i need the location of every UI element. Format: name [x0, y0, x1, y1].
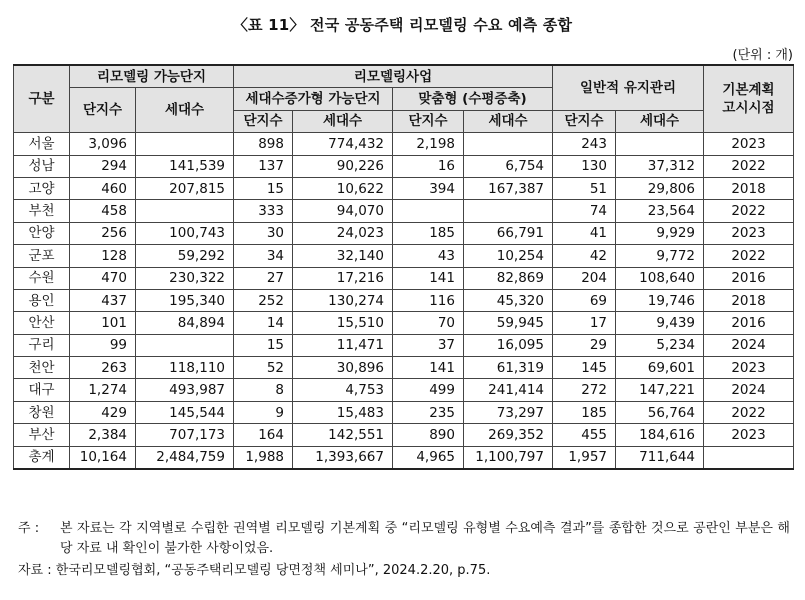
value-cell: 52 [234, 357, 293, 379]
header-possible-complexes: 리모델링 가능단지 [70, 65, 234, 88]
value-cell: 19,746 [616, 289, 704, 311]
value-cell: 145 [553, 357, 616, 379]
header-household-increase-type: 세대수증가형 가능단지 [234, 88, 393, 110]
table-row [14, 312, 794, 334]
value-cell: 142,551 [293, 424, 393, 446]
value-cell: 15,510 [293, 312, 393, 334]
value-cell: 429 [70, 401, 136, 423]
value-cell: 1,988 [234, 446, 293, 469]
plan-year-cell: 2023 [704, 133, 794, 155]
header-general-complex-count: 단지수 [553, 110, 616, 132]
value-cell: 8 [234, 379, 293, 401]
value-cell: 17 [553, 312, 616, 334]
value-cell: 82,869 [464, 267, 553, 289]
value-cell: 61,319 [464, 357, 553, 379]
value-cell: 458 [70, 200, 136, 222]
plan-year-cell: 2022 [704, 245, 794, 267]
region-cell: 수원 [14, 267, 70, 289]
value-cell: 711,644 [616, 446, 704, 469]
value-cell: 455 [553, 424, 616, 446]
footnote-note [18, 519, 790, 559]
plan-year-cell: 2016 [704, 312, 794, 334]
value-cell: 4,753 [293, 379, 393, 401]
value-cell: 37 [393, 334, 464, 356]
value-cell: 30 [234, 222, 293, 244]
value-cell: 130,274 [293, 289, 393, 311]
value-cell: 34 [234, 245, 293, 267]
region-cell: 대구 [14, 379, 70, 401]
header-plan-year: 기본계획 고시시점 [704, 65, 794, 133]
value-cell: 23,564 [616, 200, 704, 222]
value-cell: 10,164 [70, 446, 136, 469]
plan-year-cell: 2023 [704, 222, 794, 244]
value-cell: 45,320 [464, 289, 553, 311]
value-cell [136, 133, 234, 155]
region-cell: 안양 [14, 222, 70, 244]
value-cell: 707,173 [136, 424, 234, 446]
value-cell: 56,764 [616, 401, 704, 423]
header-general-household-count: 세대수 [616, 110, 704, 132]
table-body [14, 133, 794, 469]
value-cell: 5,234 [616, 334, 704, 356]
value-cell: 493,987 [136, 379, 234, 401]
header-possible-complex-count: 단지수 [70, 88, 136, 133]
region-cell: 고양 [14, 177, 70, 199]
value-cell: 16 [393, 155, 464, 177]
value-cell: 141 [393, 267, 464, 289]
value-cell: 9,929 [616, 222, 704, 244]
value-cell: 141 [393, 357, 464, 379]
value-cell: 145,544 [136, 401, 234, 423]
value-cell: 137 [234, 155, 293, 177]
value-cell: 11,471 [293, 334, 393, 356]
value-cell [616, 133, 704, 155]
value-cell: 84,894 [136, 312, 234, 334]
value-cell: 69 [553, 289, 616, 311]
unit-label: (단위 : 개) [732, 48, 793, 63]
value-cell [136, 200, 234, 222]
value-cell: 3,096 [70, 133, 136, 155]
value-cell: 195,340 [136, 289, 234, 311]
value-cell: 10,254 [464, 245, 553, 267]
value-cell: 51 [553, 177, 616, 199]
value-cell: 128 [70, 245, 136, 267]
value-cell: 9,772 [616, 245, 704, 267]
value-cell: 43 [393, 245, 464, 267]
value-cell: 333 [234, 200, 293, 222]
value-cell: 74 [553, 200, 616, 222]
value-cell: 9,439 [616, 312, 704, 334]
value-cell: 252 [234, 289, 293, 311]
header-region: 구분 [14, 65, 70, 133]
value-cell: 1,274 [70, 379, 136, 401]
region-cell: 총계 [14, 446, 70, 469]
value-cell: 14 [234, 312, 293, 334]
plan-year-cell: 2022 [704, 155, 794, 177]
value-cell: 66,791 [464, 222, 553, 244]
footnotes [18, 519, 790, 581]
table-row [14, 177, 794, 199]
value-cell: 1,100,797 [464, 446, 553, 469]
value-cell: 59,945 [464, 312, 553, 334]
header-increase-complex-count: 단지수 [234, 110, 293, 132]
value-cell: 101 [70, 312, 136, 334]
plan-year-cell: 2022 [704, 401, 794, 423]
value-cell: 130 [553, 155, 616, 177]
plan-year-cell: 2024 [704, 379, 794, 401]
value-cell: 15,483 [293, 401, 393, 423]
value-cell: 108,640 [616, 267, 704, 289]
table-row [14, 222, 794, 244]
footnote-text: 본 자료는 각 지역별로 수립한 권역별 리모델링 기본계획 중 “리모델링 유형별 수요예측 결과”를 종합한 것으로 공란인 부분은 해당 자료 내 확인이 불가한 사항이었음. [60, 521, 790, 556]
value-cell: 116 [393, 289, 464, 311]
plan-year-cell [704, 446, 794, 469]
region-cell: 부천 [14, 200, 70, 222]
value-cell: 15 [234, 334, 293, 356]
table-row [14, 289, 794, 311]
table-row [14, 267, 794, 289]
value-cell: 70 [393, 312, 464, 334]
value-cell: 32,140 [293, 245, 393, 267]
value-cell: 69,601 [616, 357, 704, 379]
plan-year-cell: 2023 [704, 357, 794, 379]
table-row [14, 401, 794, 423]
value-cell: 6,754 [464, 155, 553, 177]
value-cell: 10,622 [293, 177, 393, 199]
value-cell: 2,384 [70, 424, 136, 446]
value-cell: 394 [393, 177, 464, 199]
value-cell: 898 [234, 133, 293, 155]
value-cell: 890 [393, 424, 464, 446]
value-cell: 269,352 [464, 424, 553, 446]
table-title: 〈표 11〉 전국 공동주택 리모델링 수요 예측 종합 [232, 16, 573, 34]
value-cell: 42 [553, 245, 616, 267]
value-cell: 99 [70, 334, 136, 356]
value-cell: 241,414 [464, 379, 553, 401]
value-cell [136, 334, 234, 356]
region-cell: 구리 [14, 334, 70, 356]
region-cell: 군포 [14, 245, 70, 267]
region-cell: 용인 [14, 289, 70, 311]
value-cell: 272 [553, 379, 616, 401]
value-cell: 90,226 [293, 155, 393, 177]
value-cell: 164 [234, 424, 293, 446]
table-row [14, 379, 794, 401]
value-cell: 41 [553, 222, 616, 244]
header-row-1 [14, 65, 794, 88]
value-cell: 16,095 [464, 334, 553, 356]
footnote-lead: 주 : [18, 521, 40, 536]
value-cell: 204 [553, 267, 616, 289]
value-cell: 185 [553, 401, 616, 423]
value-cell: 470 [70, 267, 136, 289]
value-cell: 30,896 [293, 357, 393, 379]
region-cell: 성남 [14, 155, 70, 177]
value-cell: 73,297 [464, 401, 553, 423]
value-cell: 27 [234, 267, 293, 289]
value-cell: 460 [70, 177, 136, 199]
value-cell: 9 [234, 401, 293, 423]
value-cell: 230,322 [136, 267, 234, 289]
value-cell: 1,393,667 [293, 446, 393, 469]
header-increase-household-count: 세대수 [293, 110, 393, 132]
value-cell: 2,484,759 [136, 446, 234, 469]
plan-year-cell: 2024 [704, 334, 794, 356]
region-cell: 안산 [14, 312, 70, 334]
plan-year-cell: 2022 [704, 200, 794, 222]
plan-year-cell: 2016 [704, 267, 794, 289]
plan-year-cell: 2018 [704, 177, 794, 199]
value-cell [464, 133, 553, 155]
demand-forecast-table [13, 64, 794, 470]
value-cell: 147,221 [616, 379, 704, 401]
table-row [14, 334, 794, 356]
value-cell: 774,432 [293, 133, 393, 155]
table-row [14, 133, 794, 155]
region-cell: 서울 [14, 133, 70, 155]
value-cell: 37,312 [616, 155, 704, 177]
footnote-source: 자료 : 한국리모델링협회, “공동주택리모델링 당면정책 세미나”, 2024.2.20, p.75. [18, 563, 491, 578]
value-cell: 141,539 [136, 155, 234, 177]
header-tailored-type: 맞춤형 (수평증축) [393, 88, 553, 110]
value-cell: 2,198 [393, 133, 464, 155]
value-cell [464, 200, 553, 222]
value-cell: 17,216 [293, 267, 393, 289]
plan-year-cell: 2018 [704, 289, 794, 311]
value-cell: 256 [70, 222, 136, 244]
value-cell [393, 200, 464, 222]
value-cell: 294 [70, 155, 136, 177]
value-cell: 59,292 [136, 245, 234, 267]
value-cell: 29 [553, 334, 616, 356]
header-general-maintenance: 일반적 유지관리 [553, 65, 704, 110]
plan-year-cell: 2023 [704, 424, 794, 446]
value-cell: 437 [70, 289, 136, 311]
table-row [14, 245, 794, 267]
value-cell: 15 [234, 177, 293, 199]
value-cell: 94,070 [293, 200, 393, 222]
value-cell: 184,616 [616, 424, 704, 446]
value-cell: 263 [70, 357, 136, 379]
value-cell: 167,387 [464, 177, 553, 199]
region-cell: 창원 [14, 401, 70, 423]
value-cell: 1,957 [553, 446, 616, 469]
header-possible-household-count: 세대수 [136, 88, 234, 133]
value-cell: 185 [393, 222, 464, 244]
table-row [14, 357, 794, 379]
table-row [14, 446, 794, 469]
value-cell: 499 [393, 379, 464, 401]
value-cell: 118,110 [136, 357, 234, 379]
table-row [14, 424, 794, 446]
value-cell: 243 [553, 133, 616, 155]
value-cell: 100,743 [136, 222, 234, 244]
value-cell: 207,815 [136, 177, 234, 199]
header-remodeling-project: 리모델링사업 [234, 65, 553, 88]
table-row [14, 155, 794, 177]
header-tailored-complex-count: 단지수 [393, 110, 464, 132]
value-cell: 235 [393, 401, 464, 423]
table-row [14, 200, 794, 222]
region-cell: 부산 [14, 424, 70, 446]
value-cell: 29,806 [616, 177, 704, 199]
header-tailored-household-count: 세대수 [464, 110, 553, 132]
region-cell: 천안 [14, 357, 70, 379]
value-cell: 24,023 [293, 222, 393, 244]
value-cell: 4,965 [393, 446, 464, 469]
